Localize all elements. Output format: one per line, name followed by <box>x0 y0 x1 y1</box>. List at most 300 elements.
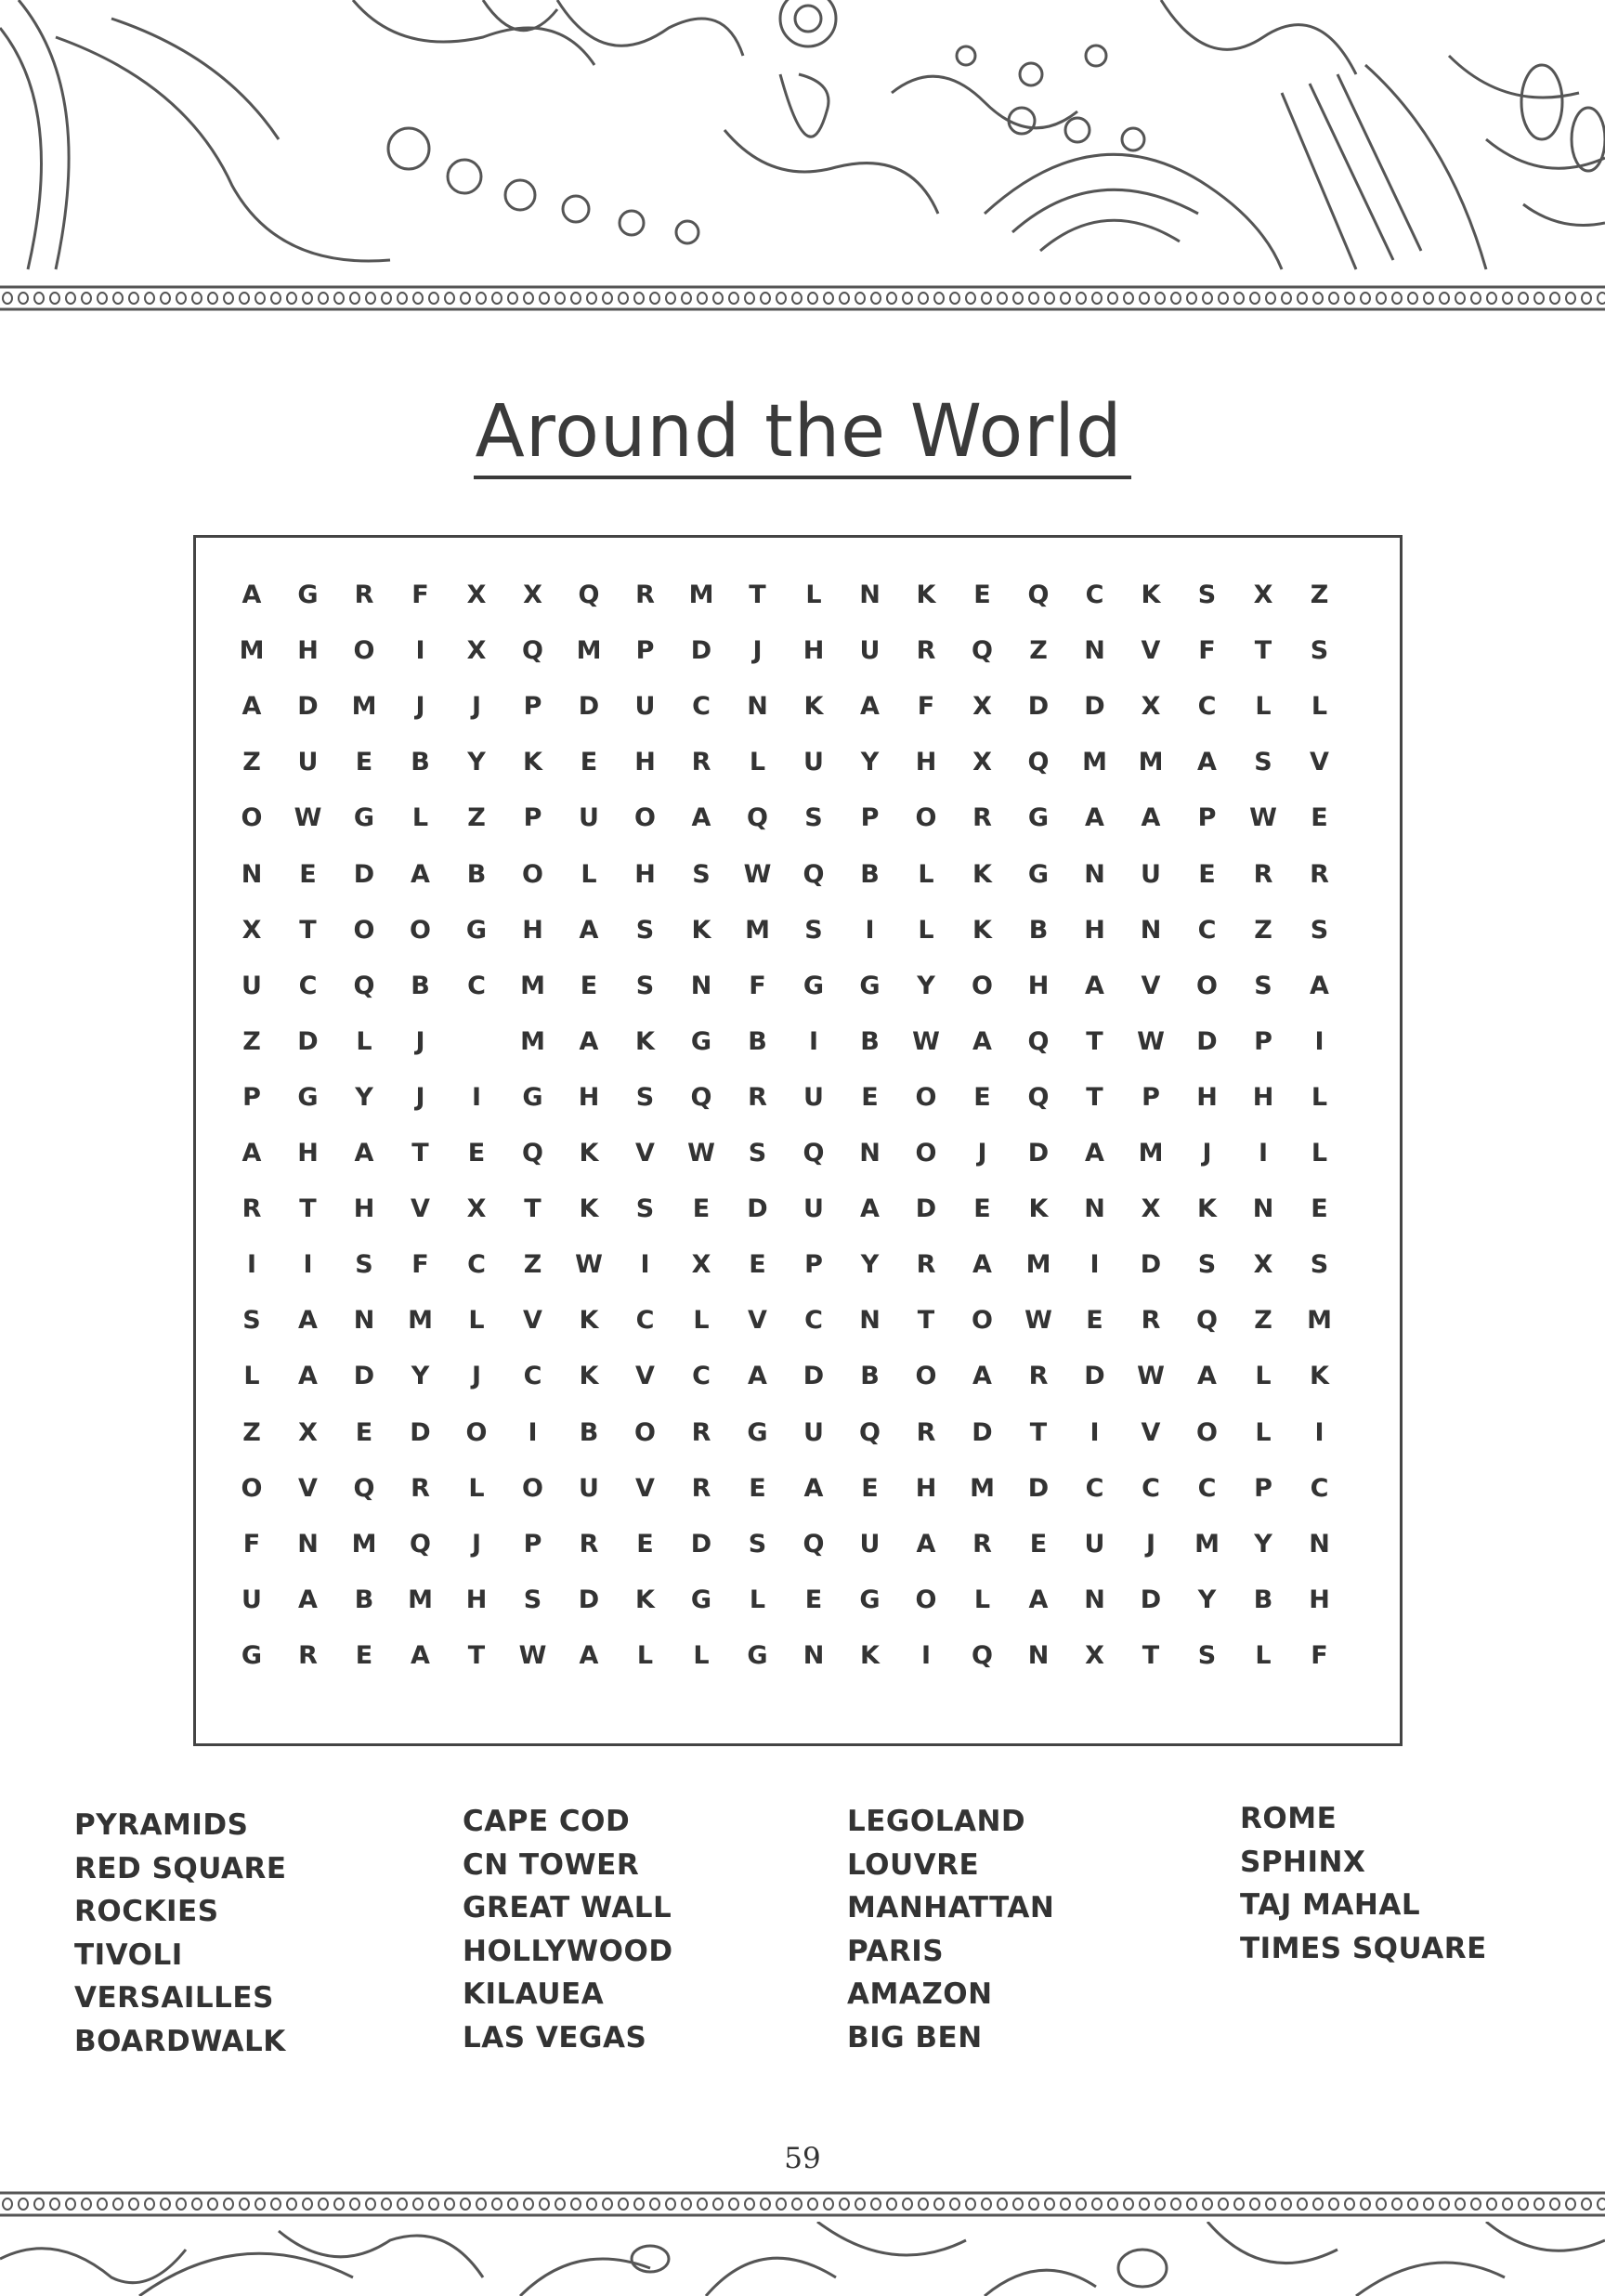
grid-letter: O <box>915 1139 937 1168</box>
grid-letter: F <box>411 581 429 609</box>
grid-letter: M <box>688 581 714 609</box>
grid-letter: J <box>415 1082 425 1112</box>
grid-letter: D <box>1196 1026 1218 1056</box>
grid-letter: K <box>579 1139 599 1168</box>
grid-letter: D <box>353 1362 375 1391</box>
word-list-item: SPHINX <box>1240 1845 1366 1879</box>
grid-letter: I <box>808 1026 819 1056</box>
grid-letter: W <box>912 1026 940 1056</box>
grid-letter: A <box>916 1529 936 1559</box>
grid-letter: Q <box>410 1529 431 1559</box>
grid-letter: Q <box>353 971 375 1000</box>
grid-letter: O <box>465 1417 488 1447</box>
grid-letter: R <box>579 1529 599 1559</box>
grid-letter: L <box>1311 1139 1328 1168</box>
grid-letter: V <box>635 1139 655 1168</box>
grid-letter: L <box>243 1362 260 1391</box>
grid-letter: T <box>299 915 317 945</box>
grid-letter: M <box>745 915 770 945</box>
grid-letter: G <box>1027 803 1050 833</box>
word-list-item: AMAZON <box>847 1977 993 2011</box>
grid-letter: E <box>1198 859 1216 889</box>
grid-letter: E <box>580 971 598 1000</box>
grid-letter: O <box>634 1417 656 1447</box>
grid-letter: T <box>1086 1026 1103 1056</box>
grid-letter: G <box>465 915 488 945</box>
grid-letter: P <box>1254 1473 1272 1503</box>
grid-letter: M <box>1082 748 1107 777</box>
grid-letter: R <box>298 1640 318 1670</box>
grid-letter: O <box>1196 1417 1218 1447</box>
word-list-item: HOLLYWOOD <box>463 1934 673 1968</box>
grid-letter: I <box>865 915 875 945</box>
word-list-item: TIVOLI <box>74 1937 183 1972</box>
grid-letter: C <box>523 1362 542 1391</box>
grid-letter: V <box>411 1194 430 1224</box>
grid-letter: H <box>802 636 825 666</box>
grid-letter: R <box>1028 1362 1049 1391</box>
grid-letter: R <box>1141 1306 1161 1336</box>
grid-letter: O <box>915 803 937 833</box>
grid-letter: I <box>1258 1139 1269 1168</box>
grid-letter: T <box>1086 1082 1103 1112</box>
grid-letter: M <box>1194 1529 1220 1559</box>
grid-letter: S <box>748 1139 767 1168</box>
grid-letter: D <box>1027 692 1050 722</box>
grid-letter: C <box>692 692 711 722</box>
grid-letter: E <box>636 1529 654 1559</box>
grid-letter: O <box>915 1585 937 1614</box>
grid-letter: A <box>1085 971 1104 1000</box>
grid-letter: R <box>691 1417 711 1447</box>
page-number: 59 <box>784 2142 821 2175</box>
word-list-column-4 <box>1240 1797 1487 1970</box>
grid-letter: L <box>356 1026 372 1056</box>
grid-letter: K <box>523 748 542 777</box>
grid-letter: J <box>471 1529 482 1559</box>
grid-letter: O <box>634 803 656 833</box>
grid-letter: K <box>972 915 992 945</box>
grid-letter: R <box>972 1529 992 1559</box>
grid-letter: E <box>355 748 373 777</box>
grid-letter: Q <box>802 859 825 889</box>
grid-letter: D <box>972 1417 993 1447</box>
word-list-item: LEGOLAND <box>847 1805 1026 1838</box>
grid-letter: O <box>522 859 543 889</box>
grid-letter: E <box>973 1082 991 1112</box>
grid-letter: P <box>860 803 880 833</box>
grid-letter: E <box>861 1473 879 1503</box>
grid-letter: Y <box>860 1250 880 1280</box>
grid-letter: H <box>1196 1082 1218 1112</box>
grid-letter: A <box>241 1139 262 1168</box>
grid-letter: I <box>1314 1417 1324 1447</box>
grid-letter: M <box>1307 1306 1332 1336</box>
grid-letter: T <box>1029 1417 1048 1447</box>
grid-letter: L <box>693 1640 710 1670</box>
grid-letter: A <box>972 1026 992 1056</box>
grid-letter: X <box>1141 692 1161 722</box>
grid-letter: S <box>804 915 823 945</box>
grid-letter: F <box>749 971 766 1000</box>
grid-letter: A <box>972 1250 992 1280</box>
word-list-item: ROCKIES <box>74 1895 219 1928</box>
grid-letter: O <box>915 1082 937 1112</box>
word-list-item: KILAUEA <box>463 1977 605 2011</box>
grid-letter: X <box>972 692 992 722</box>
grid-letter: Q <box>802 1139 825 1168</box>
grid-letter: S <box>635 971 655 1000</box>
grid-letter: Q <box>747 803 768 833</box>
grid-letter: O <box>1196 971 1218 1000</box>
grid-letter: Q <box>1027 748 1050 777</box>
grid-letter: X <box>1141 1194 1161 1224</box>
grid-letter: K <box>635 1585 655 1614</box>
grid-letter: N <box>353 1306 375 1336</box>
grid-letter: P <box>523 692 542 722</box>
grid-letter: A <box>1197 748 1217 777</box>
grid-letter: O <box>915 1362 937 1391</box>
grid-letter: R <box>972 803 992 833</box>
grid-letter: K <box>1197 1194 1217 1224</box>
grid-letter: M <box>576 636 602 666</box>
grid-letter: P <box>523 803 542 833</box>
grid-letter: O <box>241 1473 263 1503</box>
grid-letter: U <box>241 971 262 1000</box>
grid-letter: L <box>749 1585 766 1614</box>
grid-letter: A <box>354 1139 374 1168</box>
grid-letter: C <box>467 971 486 1000</box>
word-list-item: ROME <box>1240 1802 1338 1835</box>
grid-letter: S <box>1254 971 1272 1000</box>
grid-letter: Q <box>690 1082 712 1112</box>
grid-letter: R <box>691 748 711 777</box>
grid-letter: M <box>520 1026 545 1056</box>
grid-letter: S <box>748 1529 767 1559</box>
word-list-item: CN TOWER <box>463 1847 640 1882</box>
word-list-column-3 <box>847 1800 1054 2059</box>
grid-letter: D <box>578 692 600 722</box>
grid-letter: I <box>528 1417 538 1447</box>
grid-letter: H <box>1252 1082 1274 1112</box>
word-list-item: VERSAILLES <box>74 1981 274 2015</box>
grid-letter: L <box>1255 1640 1272 1670</box>
grid-letter: A <box>298 1306 318 1336</box>
grid-letter: Q <box>859 1417 881 1447</box>
grid-letter: M <box>1025 1250 1051 1280</box>
word-list-column-1 <box>74 1804 287 2063</box>
grid-letter: K <box>1310 1362 1329 1391</box>
grid-letter: L <box>581 859 597 889</box>
grid-letter: K <box>803 692 824 722</box>
grid-letter: S <box>635 1082 655 1112</box>
grid-letter: E <box>355 1640 373 1670</box>
grid-letter: U <box>241 1585 262 1614</box>
grid-letter: Z <box>242 748 261 777</box>
word-list-item: LOUVRE <box>847 1847 980 1882</box>
grid-letter: A <box>691 803 711 833</box>
grid-letter: D <box>1027 1473 1050 1503</box>
grid-letter: U <box>297 748 319 777</box>
grid-letter: B <box>748 1026 767 1056</box>
grid-letter: S <box>1197 1250 1217 1280</box>
grid-letter: V <box>523 1306 542 1336</box>
grid-letter: F <box>1198 636 1216 666</box>
grid-letter: I <box>415 636 425 666</box>
grid-letter: A <box>1085 803 1104 833</box>
grid-letter: Q <box>972 1640 993 1670</box>
grid-letter: A <box>1028 1585 1049 1614</box>
grid-letter: H <box>1084 915 1105 945</box>
grid-letter: B <box>411 748 430 777</box>
grid-letter: H <box>578 1082 600 1112</box>
grid-letter: S <box>1310 1250 1329 1280</box>
grid-letter: G <box>859 1585 881 1614</box>
grid-letter: R <box>916 636 936 666</box>
grid-letter: J <box>1145 1529 1156 1559</box>
grid-letter: E <box>355 1417 373 1447</box>
grid-letter: Z <box>467 803 486 833</box>
grid-letter: K <box>579 1362 599 1391</box>
grid-letter: Z <box>1310 581 1329 609</box>
grid-letter: R <box>916 1250 936 1280</box>
grid-letter: A <box>1085 1139 1104 1168</box>
grid-letter: G <box>859 971 881 1000</box>
grid-letter: M <box>970 1473 995 1503</box>
grid-letter: E <box>299 859 317 889</box>
grid-letter: M <box>408 1585 433 1614</box>
grid-letter: O <box>972 1306 993 1336</box>
grid-letter: N <box>690 971 712 1000</box>
grid-letter: H <box>465 1585 488 1614</box>
grid-letter: P <box>1197 803 1217 833</box>
grid-letter: O <box>410 915 431 945</box>
grid-letter: M <box>1138 748 1164 777</box>
grid-letter: A <box>1310 971 1329 1000</box>
grid-letter: L <box>1311 692 1328 722</box>
grid-letter: T <box>299 1194 317 1224</box>
word-list-item: PYRAMIDS <box>74 1808 249 1842</box>
grid-letter: J <box>415 692 425 722</box>
grid-letter: P <box>523 1529 542 1559</box>
grid-letter: X <box>1253 581 1273 609</box>
grid-letter: S <box>635 1194 655 1224</box>
grid-letter: X <box>466 581 487 609</box>
grid-letter: Y <box>1197 1585 1217 1614</box>
grid-letter: N <box>859 1139 881 1168</box>
grid-letter: L <box>1255 1417 1272 1447</box>
grid-letter: N <box>859 1306 881 1336</box>
grid-letter: T <box>749 581 766 609</box>
grid-letter: N <box>1084 1585 1105 1614</box>
grid-letter: H <box>915 1473 937 1503</box>
grid-letter: W <box>294 803 322 833</box>
grid-letter: O <box>353 636 375 666</box>
grid-letter: N <box>859 581 881 609</box>
grid-letter: H <box>1309 1585 1330 1614</box>
grid-letter: U <box>803 1417 824 1447</box>
grid-letter: R <box>354 581 374 609</box>
grid-letter: B <box>860 859 880 889</box>
grid-letter: J <box>471 692 482 722</box>
grid-letter: G <box>747 1417 768 1447</box>
grid-letter: M <box>239 636 265 666</box>
word-list-item: PARIS <box>847 1934 945 1968</box>
page-title: Around the World <box>0 390 1605 474</box>
grid-letter: X <box>523 581 542 609</box>
grid-letter: E <box>973 1194 991 1224</box>
grid-letter: I <box>640 1250 650 1280</box>
grid-letter: N <box>1140 915 1162 945</box>
grid-letter: E <box>1086 1306 1103 1336</box>
grid-letter: V <box>635 1473 655 1503</box>
grid-letter: A <box>579 1026 599 1056</box>
grid-letter: S <box>1197 1640 1217 1670</box>
grid-letter: R <box>241 1194 262 1224</box>
grid-letter: F <box>411 1250 429 1280</box>
grid-letter: L <box>468 1306 485 1336</box>
grid-letter: U <box>803 1194 824 1224</box>
grid-letter: L <box>468 1473 485 1503</box>
grid-letter: N <box>747 692 768 722</box>
grid-letter: M <box>351 1529 377 1559</box>
grid-letter: I <box>246 1250 257 1280</box>
grid-letter: N <box>1084 1194 1105 1224</box>
grid-letter: Y <box>860 748 880 777</box>
grid-letter: C <box>692 1362 711 1391</box>
grid-letter: M <box>1138 1139 1164 1168</box>
grid-letter: H <box>522 915 543 945</box>
grid-letter: H <box>353 1194 375 1224</box>
grid-letter: T <box>467 1640 486 1670</box>
grid-letter: L <box>693 1306 710 1336</box>
grid-letter: P <box>242 1082 261 1112</box>
grid-letter: U <box>803 1082 824 1112</box>
word-list-column-2 <box>463 1800 673 2059</box>
grid-letter: U <box>1141 859 1161 889</box>
grid-letter: A <box>579 915 599 945</box>
grid-letter: N <box>1252 1194 1274 1224</box>
grid-letter: M <box>351 692 377 722</box>
grid-letter: F <box>242 1529 261 1559</box>
grid-letter: D <box>802 1362 825 1391</box>
grid-letter: G <box>241 1640 263 1670</box>
grid-letter: B <box>579 1417 599 1447</box>
word-list-item: BIG BEN <box>847 2020 983 2055</box>
grid-letter: D <box>747 1194 768 1224</box>
grid-letter: E <box>973 581 991 609</box>
grid-letter: Q <box>353 1473 375 1503</box>
grid-letter: A <box>241 581 262 609</box>
grid-letter: X <box>298 1417 318 1447</box>
grid-letter: Y <box>411 1362 430 1391</box>
grid-letter: D <box>690 636 712 666</box>
grid-letter: F <box>917 692 935 722</box>
grid-letter: H <box>634 748 656 777</box>
grid-letter: S <box>635 915 655 945</box>
grid-letter: T <box>1254 636 1272 666</box>
grid-letter: A <box>241 692 262 722</box>
grid-letter: U <box>803 748 824 777</box>
grid-letter: U <box>859 1529 881 1559</box>
grid-letter: E <box>804 1585 823 1614</box>
grid-letter: D <box>410 1417 431 1447</box>
grid-letter: C <box>1142 1473 1160 1503</box>
grid-letter: A <box>411 859 430 889</box>
grid-letter: L <box>1255 692 1272 722</box>
grid-letter: X <box>1253 1250 1273 1280</box>
grid-letter: W <box>743 859 772 889</box>
grid-letter: C <box>635 1306 655 1336</box>
grid-letter: K <box>916 581 936 609</box>
word-list-item: RED SQUARE <box>74 1851 287 1885</box>
grid-letter: I <box>303 1250 313 1280</box>
grid-letter: A <box>1197 1362 1217 1391</box>
grid-letter: N <box>802 1640 825 1670</box>
grid-letter: C <box>1197 1473 1217 1503</box>
grid-letter: D <box>1084 692 1105 722</box>
grid-letter: K <box>860 1640 880 1670</box>
grid-letter: J <box>977 1139 987 1168</box>
grid-letter: P <box>635 636 655 666</box>
grid-letter: A <box>298 1362 318 1391</box>
grid-letter: E <box>1311 1194 1328 1224</box>
grid-letter: M <box>520 971 545 1000</box>
grid-letter: A <box>972 1362 992 1391</box>
grid-letter: Q <box>578 581 600 609</box>
grid-letter: G <box>690 1026 712 1056</box>
decorative-border-bottom <box>0 2190 1605 2218</box>
grid-letter: Y <box>1254 1529 1272 1559</box>
grid-letter: T <box>917 1306 935 1336</box>
word-list-item: MANHATTAN <box>847 1891 1055 1924</box>
grid-letter: X <box>1085 1640 1104 1670</box>
grid-letter: C <box>1310 1473 1329 1503</box>
word-list-item: CAPE COD <box>463 1805 631 1838</box>
grid-letter: A <box>579 1640 599 1670</box>
grid-letter: L <box>805 581 822 609</box>
grid-letter: S <box>1254 748 1272 777</box>
grid-letter: M <box>408 1306 433 1336</box>
grid-letter: O <box>522 1473 543 1503</box>
grid-letter: G <box>522 1082 543 1112</box>
grid-letter: P <box>1254 1026 1272 1056</box>
grid-letter: E <box>1311 803 1328 833</box>
grid-letter: X <box>241 915 262 945</box>
grid-letter: H <box>634 859 656 889</box>
grid-letter: D <box>1140 1250 1162 1280</box>
grid-letter: A <box>298 1585 318 1614</box>
grid-letter: N <box>297 1529 319 1559</box>
grid-letter: E <box>749 1250 766 1280</box>
grid-letter: F <box>1311 1640 1328 1670</box>
grid-letter: C <box>467 1250 486 1280</box>
grid-letter: T <box>411 1139 429 1168</box>
grid-letter: W <box>575 1250 603 1280</box>
grid-letter: Z <box>1254 1306 1272 1336</box>
grid-letter: C <box>1197 692 1217 722</box>
grid-letter: W <box>687 1139 715 1168</box>
grid-letter: A <box>411 1640 430 1670</box>
grid-letter: E <box>692 1194 711 1224</box>
grid-letter: R <box>1310 859 1329 889</box>
grid-letter: D <box>1140 1585 1162 1614</box>
grid-letter: C <box>804 1306 823 1336</box>
word-list-item: TAJ MAHAL <box>1240 1888 1421 1922</box>
word-list-item: LAS VEGAS <box>463 2020 647 2055</box>
grid-letter: W <box>1024 1306 1052 1336</box>
grid-letter: G <box>690 1585 712 1614</box>
